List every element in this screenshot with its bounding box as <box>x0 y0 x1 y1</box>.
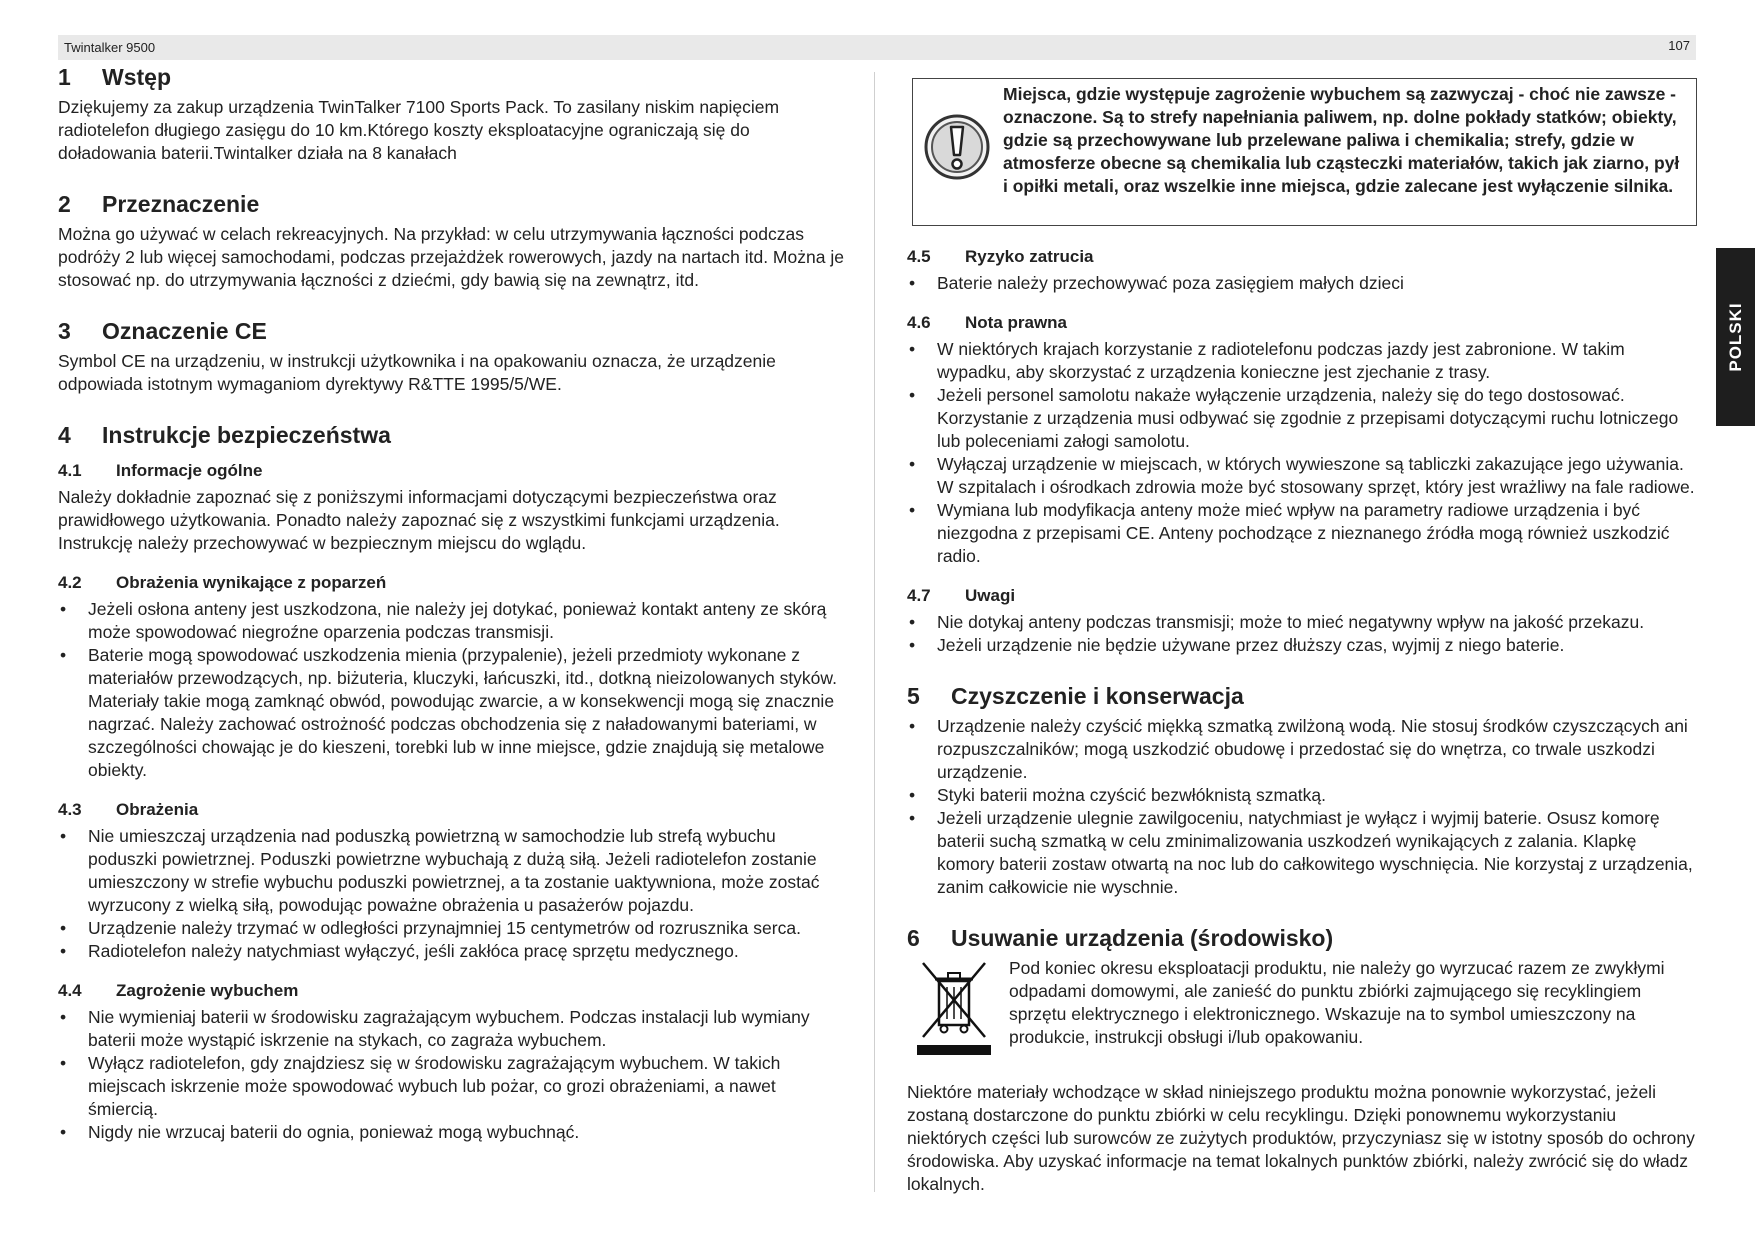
list-item: • Jeżeli urządzenie nie będzie używane przez dłuższy czas, wyjmij z niego baterie. <box>907 634 1697 657</box>
subsection-heading <box>58 572 848 594</box>
bullet-list <box>907 272 1697 295</box>
section-4-4 <box>58 980 848 1144</box>
list-item: • Styki baterii można czyścić bezwłóknistą szmatką. <box>907 784 1697 807</box>
section-heading <box>58 316 848 346</box>
subsection-number: 4.2 <box>58 573 82 592</box>
subsection-heading <box>907 585 1697 607</box>
right-column <box>907 78 1697 1196</box>
column-divider <box>874 72 875 1192</box>
bullet-list <box>907 715 1697 899</box>
section-title: Przeznaczenie <box>102 191 260 217</box>
list-item: • W niektórych krajach korzystanie z radiotelefonu podczas jazdy jest zabronione. W takim wypadku, aby skorzystać z urządzenia konieczne jest zjechanie z trasy. <box>907 338 1697 384</box>
section-heading <box>58 189 848 219</box>
list-item: • Jeżeli personel samolotu nakaże wyłączenie urządzenia, należy się do tego dostosować. Korzystanie z urządzenia musi odbywać się zgodnie z przepisami dotyczącymi ruchu lotniczego lub poleceniami załogi samolotu. <box>907 384 1697 453</box>
subsection-title: Nota prawna <box>965 313 1068 332</box>
bullet-list <box>58 825 848 963</box>
list-item: • Urządzenie należy czyścić miękką szmatką zwilżoną wodą. Nie stosuj środków czyszczących ani rozpuszczalników; mogą uszkodzić obudowę i przedostać się do wnętrza, co trwale uszkodzi urządzenie. <box>907 715 1697 784</box>
section-title: Usuwanie urządzenia (środowisko) <box>951 925 1334 951</box>
section-4 <box>58 420 848 450</box>
weee-text: Pod koniec okresu eksploatacji produktu, nie należy go wyrzucać razem ze zwykłymi odpadami domowymi, ale zanieść do punktu zbiórki zajmującego się recyklingiem sprzętu elektrycznego i elektronicznego. Wskazuje na to symbol umieszczony na produkcie, instrukcji obsługi i/lub opakowaniu. <box>1009 958 1665 1047</box>
warning-box <box>912 78 1697 226</box>
section-heading <box>58 62 848 92</box>
paragraph: Należy dokładnie zapoznać się z poniższymi informacjami dotyczącymi bezpieczeństwa oraz prawidłowego użytkowania. Ponadto należy zapoznać się z wszystkimi funkcjami urządzenia. Instrukcję należy przechowywać w bezpiecznym miejscu do wglądu. <box>58 487 780 553</box>
page-header <box>58 35 1696 60</box>
subsection-title: Uwagi <box>965 586 1016 605</box>
subsection-title: Informacje ogólne <box>116 461 263 480</box>
bullet-list <box>58 1006 848 1144</box>
subsection-heading <box>58 460 848 482</box>
page-number: 107 <box>1668 38 1690 53</box>
list-item: • Baterie mogą spowodować uszkodzenia mienia (przypalenie), jeżeli przedmioty wykonane z materiałów przewodzących, np. biżuteria, kluczyki, łańcuszki, itd., dotkną nieizolowanych styków. Materiały takie mogą zamknąć obwód, powodując zwarcie, a w konsekwencji mogą się znacznie nagrzać. Należy zachować ostrożność podczas obchodzenia się z naładowanymi bateriami, w szczególności chowając je do kieszeni, torebki lub w inne miejsce, gdzie znajdują się metalowe obiekty. <box>58 644 848 782</box>
subsection-title: Obrażenia wynikające z poparzeń <box>116 573 387 592</box>
subsection-title: Ryzyko zatrucia <box>965 247 1094 266</box>
section-1 <box>58 62 848 165</box>
warning-icon <box>923 113 991 181</box>
section-heading <box>907 923 1697 953</box>
section-heading <box>907 681 1697 711</box>
section-4-6 <box>907 312 1697 568</box>
section-4-7 <box>907 585 1697 657</box>
list-item: • Jeżeli osłona anteny jest uszkodzona, nie należy jej dotykać, ponieważ kontakt anteny ze skórą może spowodować niegroźne oparzenia podczas transmisji. <box>58 598 848 644</box>
section-6 <box>907 923 1697 1196</box>
list-item: • Nie wymieniaj baterii w środowisku zagrażającym wybuchem. Podczas instalacji lub wymiany baterii może wystąpić iskrzenie na stykach, co zagraża wybuchem. <box>58 1006 848 1052</box>
bullet-list <box>907 611 1697 657</box>
subsection-number: 4.7 <box>907 586 931 605</box>
section-title: Instrukcje bezpieczeństwa <box>102 422 391 448</box>
language-tab-label: POLSKI <box>1725 302 1745 372</box>
section-title: Oznaczenie CE <box>102 318 267 344</box>
section-number: 3 <box>58 318 71 344</box>
list-item: • Baterie należy przechowywać poza zasięgiem małych dzieci <box>907 272 1697 295</box>
weee-notice <box>907 957 1697 1057</box>
list-item: • Nigdy nie wrzucaj baterii do ognia, ponieważ mogą wybuchnąć. <box>58 1121 848 1144</box>
subsection-number: 4.3 <box>58 800 82 819</box>
left-column <box>58 62 848 1144</box>
section-4-5 <box>907 246 1697 295</box>
paragraph: Można go używać w celach rekreacyjnych. Na przykład: w celu utrzymywania łączności podczas podróży 2 lub więcej samochodami, podczas przejażdżek rowerowych, jazdy na nartach itd. Można je stosować np. do utrzymywania łączności z dziećmi, gdy bawią się na zewnątrz, itd. <box>58 224 844 290</box>
subsection-heading <box>907 312 1697 334</box>
paragraph: Symbol CE na urządzeniu, w instrukcji użytkownika i na opakowaniu oznacza, że urządzenie odpowiada istotnym wymaganiom dyrektywy R&TTE 1995/5/WE. <box>58 351 776 394</box>
subsection-title: Zagrożenie wybuchem <box>116 981 299 1000</box>
list-item: • Urządzenie należy trzymać w odległości przynajmniej 15 centymetrów od rozrusznika serca. <box>58 917 848 940</box>
list-item: • Radiotelefon należy natychmiast wyłączyć, jeśli zakłóca pracę sprzętu medycznego. <box>58 940 848 963</box>
warning-text: Miejsca, gdzie występuje zagrożenie wybuchem są zazwyczaj - choć nie zawsze - oznaczone. Są to strefy napełniania paliwem, np. dolne pokłady statków; obiekty, gdzie są przechowywane lub przelewane paliwa i chemikalia; strefy, gdzie w atmosferze obecne są chemikalia lub cząsteczki materiałów, takich jak ziarno, pył i opiłki metali, oraz wszelkie inne miejsca, gdzie zalecane jest wyłączenie silnika. <box>1003 84 1680 196</box>
subsection-heading <box>907 246 1697 268</box>
list-item: • Nie dotykaj anteny podczas transmisji; może to mieć negatywny wpływ na jakość przekazu. <box>907 611 1697 634</box>
section-number: 5 <box>907 683 920 709</box>
section-number: 2 <box>58 191 71 217</box>
subsection-heading <box>58 799 848 821</box>
bullet-list <box>58 598 848 782</box>
section-heading <box>58 420 848 450</box>
section-title: Czyszczenie i konserwacja <box>951 683 1244 709</box>
language-tab <box>1716 248 1755 426</box>
list-item: • Wyłączaj urządzenie w miejscach, w których wywieszone są tabliczki zakazujące jego używania. W szpitalach i ośrodkach zdrowia może być stosowany sprzęt, który jest wrażliwy na fale radiowe. <box>907 453 1697 499</box>
section-4-2 <box>58 572 848 782</box>
bullet-list <box>907 338 1697 568</box>
paragraph: Dziękujemy za zakup urządzenia TwinTalker 7100 Sports Pack. To zasilany niskim napięciem radiotelefon długiego zasięgu do 10 km.Którego koszty eksploatacyjne ograniczają się do doładowania baterii.Twintalker działa na 8 kanałach <box>58 97 780 163</box>
section-3 <box>58 316 848 396</box>
section-number: 1 <box>58 64 71 90</box>
section-4-3 <box>58 799 848 963</box>
header-title: Twintalker 9500 <box>64 40 156 55</box>
list-item: • Wyłącz radiotelefon, gdy znajdziesz się w środowisku zagrażającym wybuchem. W takich miejscach iskrzenie może spowodować wybuch lub pożar, co grozi obrażeniami, a nawet śmiercią. <box>58 1052 848 1121</box>
paragraph: Niektóre materiały wchodzące w skład niniejszego produktu można ponownie wykorzystać, jeżeli zostaną dostarczone do punktu zbiórki w celu recyklingu. Dzięki ponownemu wykorzystaniu niektórych części lub surowców ze zużytych produktów, przyczyniasz się w istotny sposób do ochrony środowiska. Aby uzyskać informacje na temat lokalnych punktów zbiórki, należy zwrócić się do władz lokalnych. <box>907 1082 1695 1194</box>
crossed-out-bin-icon <box>915 959 993 1055</box>
subsection-number: 4.6 <box>907 313 931 332</box>
subsection-heading <box>58 980 848 1002</box>
list-item: • Jeżeli urządzenie ulegnie zawilgoceniu, natychmiast je wyłącz i wyjmij baterie. Osusz komorę baterii suchą szmatką w celu zminimalizowania uszkodzeń wynikających z zalania. Klapkę komory baterii zostaw otwartą na noc lub do całkowitego wyschnięcia. Nie korzystaj z urządzenia, zanim całkowicie nie wyschnie. <box>907 807 1697 899</box>
section-title: Wstęp <box>102 64 171 90</box>
list-item: • Wymiana lub modyfikacja anteny może mieć wpływ na parametry radiowe urządzenia i być niezgodna z przepisami CE. Anteny pochodzące z nieznanego źródła mogą również uszkodzić radio. <box>907 499 1697 568</box>
section-number: 6 <box>907 925 920 951</box>
subsection-number: 4.1 <box>58 461 82 480</box>
section-number: 4 <box>58 422 71 448</box>
section-4-1 <box>58 460 848 555</box>
section-5 <box>907 681 1697 899</box>
subsection-number: 4.5 <box>907 247 931 266</box>
subsection-title: Obrażenia <box>116 800 199 819</box>
list-item: • Nie umieszczaj urządzenia nad poduszką powietrzną w samochodzie lub strefą wybuchu poduszki powietrznej. Poduszki powietrzne wybuchają z dużą siłą. Jeżeli radiotelefon zostanie umieszczony w strefie wybuchu poduszki powietrznej, a ta zostanie uaktywniona, może zostać wyrzucony z wielką siłą, powodując poważne obrażenia u pasażerów pojazdu. <box>58 825 848 917</box>
section-2 <box>58 189 848 292</box>
subsection-number: 4.4 <box>58 981 82 1000</box>
